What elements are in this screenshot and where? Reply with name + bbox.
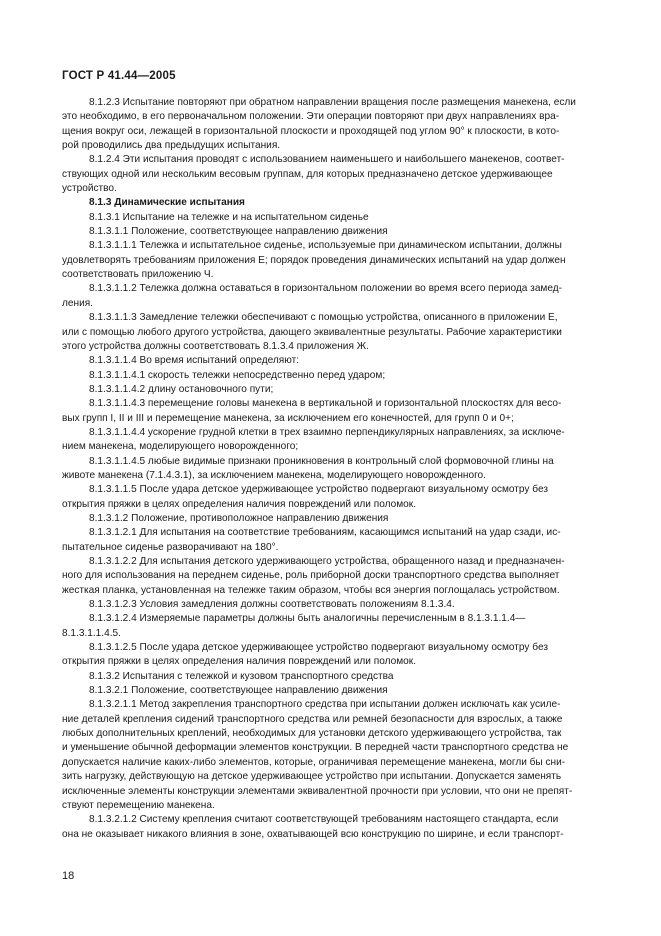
paragraph: 8.1.3.1.2.1 Для испытания на соответствие требованиям, касающимся испытаний на удар сзади, ис- пытательное сиденье разворачивают на 180°. — [62, 527, 561, 553]
paragraph: 8.1.3.1.1 Положение, соответствующее направлению движения — [89, 226, 388, 238]
page-number: 18 — [62, 870, 75, 882]
paragraph: 8.1.3.1.2.3 Условия замедления должны соответствовать положениям 8.1.3.4. — [89, 599, 455, 611]
paragraph: 8.1.3.1.1.4.3 перемещение головы манекена в вертикальной и горизонтальной плоскостях для весо- вых групп I, II и III и перемещение манекена, за исключением его конечностей, для групп 0 и 0+; — [62, 398, 562, 424]
paragraph: 8.1.3.1.1.4.4 ускорение грудной клетки в трех взаимно перпендикулярных направлениях, за исключе- нием манекена, моделирующего новорожденного; — [62, 426, 565, 453]
paragraph: 8.1.3.1.2.2 Для испытания детского удерживающего устройства, обращенного назад и предназначен- ного для использования на переднем сиденье, роль приборной доски транспортного средства выполняет жесткая планка, установленная на тележке таким образом, чтобы вся энергия поглощалась устройством. — [62, 556, 565, 596]
paragraph: 8.1.2.3 Испытание повторяют при обратном направлении вращения после размещения манекена, если это необходимо, в его первоначальном положении. Эти операции повторяют при двух направлениях вра- щения вокруг оси, лежащей в горизонтальной плоскости и проходящей под углом 90° к плоскости, в кото- рой проводились два предыдущих испытания. — [62, 97, 576, 152]
paragraph: 8.1.3.1.1.5 После удара детское удерживающее устройство подвергают визуальному осмотру без открытия пряжки в целях определения наличия повреждений или поломок. — [62, 484, 548, 510]
paragraph: 8.1.3.2 Испытания с тележкой и кузовом транспортного средства — [89, 670, 394, 682]
paragraph: 8.1.3.1.2.5 После удара детское удерживающее устройство подвергают визуальному осмотру без открытия пряжки в целях определения наличия повреждений или поломок. — [62, 642, 548, 668]
document-header: ГОСТ Р 41.44—2005 — [62, 70, 176, 82]
paragraph: 8.1.3.1.1.3 Замедление тележки обеспечивают с помощью устройства, описанного в приложении Е, или с помощью любого другого устройства, дающего эквивалентные результаты. Рабочие характеристики этого устройства должны соответствовать 8.1.3.4 приложения Ж. — [62, 312, 562, 352]
paragraph: 8.1.3.1.1.4.5 любые видимые признаки проникновения в контрольный слой формовочной глины на животе манекена (7.1.4.3.1), за исключением манекена, моделирующего новорожденного. — [62, 455, 554, 481]
paragraph: 8.1.3.2.1 Положение, соответствующее направлению движения — [89, 685, 388, 697]
paragraph: 8.1.3.2.1.1 Метод закрепления транспортного средства при испытании должен исключать как усиле- ние деталей крепления сидений транспортного средства или ремней безопасности для взрослых, а также любых дополнительных креплений, необходимых для установки детского удерживающего устройства, так и уменьшение обычной деформации элементов конструкции. В передней части транспортного средства не допускается наличие каких-либо элементов, которые, ограничивая перемещение манекена, могли бы сни- зить нагрузку, действующую на детское удерживающее устройство при испытании. Допускается заменять исключенные элементы конструкции элементами эквивалентной прочности при условии, что они не препят- ствуют перемещению манекена. — [62, 699, 573, 811]
paragraph: 8.1.3.1.1.4.1 скорость тележки непосредственно перед ударом; — [89, 369, 386, 381]
section-heading: 8.1.3 Динамические испытания — [89, 197, 245, 209]
paragraph: 8.1.3.1.1.4.2 длину остановочного пути; — [89, 383, 274, 395]
paragraph: 8.1.3.2.1.2 Систему крепления считают соответствующей требованиям настоящего стандарта, если она не оказывает никакого влияния в зоне, охватывающей всю конструкцию по ширине, и если транспорт- — [62, 814, 564, 840]
paragraph: 8.1.3.1 Испытание на тележке и на испытательном сиденье — [89, 211, 369, 223]
paragraph: 8.1.2.4 Эти испытания проводят с использованием наименьшего и наибольшего манекенов, соответ- ствующих одной или нескольким весовым группам, для которых предназначено детское удерживающее устройство. — [62, 154, 565, 195]
paragraph: 8.1.3.1.1.4 Во время испытаний определяют: — [89, 355, 300, 367]
document-body — [62, 96, 598, 842]
paragraph: 8.1.3.1.2.4 Измеряемые параметры должны быть аналогичны перечисленным в 8.1.3.1.1.4— 8.1.3.1.1.4.5. — [62, 613, 526, 639]
paragraph: 8.1.3.1.1.2 Тележка должна оставаться в горизонтальном положении во время всего периода замед- ления. — [62, 283, 563, 309]
paragraph: 8.1.3.1.2 Положение, противоположное направлению движения — [89, 512, 389, 524]
paragraph: 8.1.3.1.1.1 Тележка и испытательное сиденье, используемые при динамическом испытании, должны удовлетворять требованиям приложения Е; порядок проведения динамических испытаний на удар должен соответствовать приложению Ч. — [62, 240, 566, 281]
